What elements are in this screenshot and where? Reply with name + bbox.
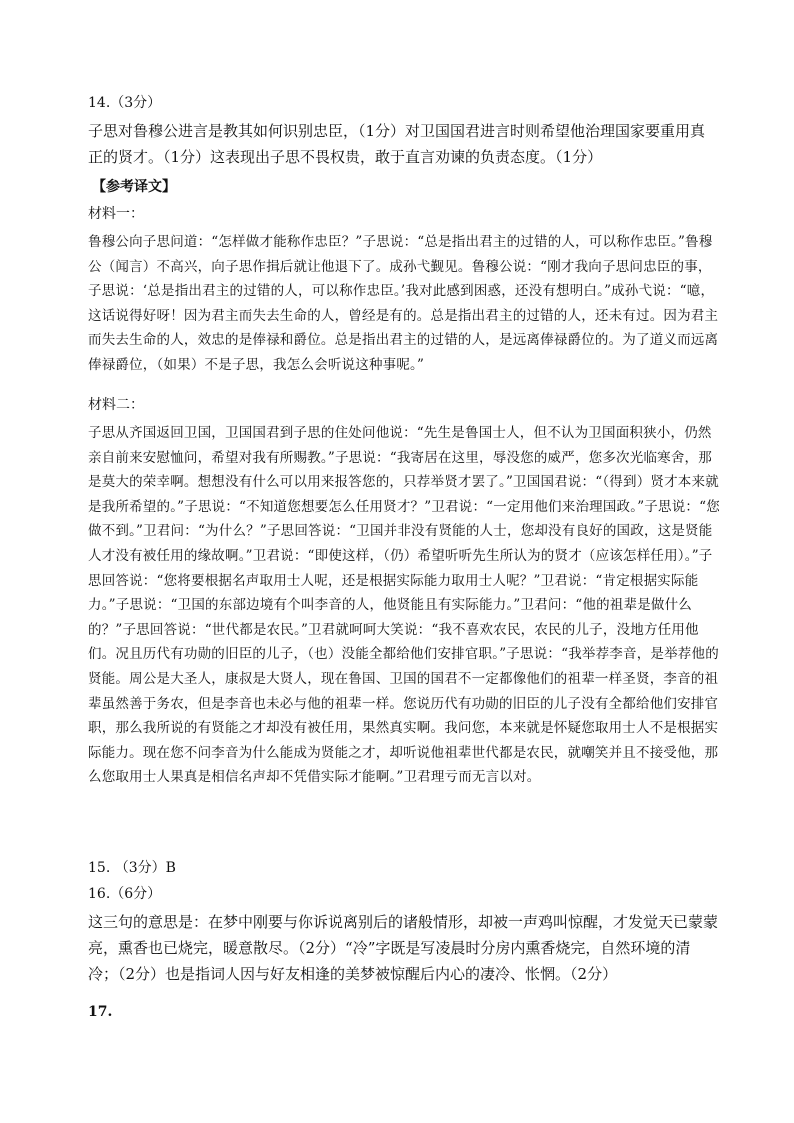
question-16-number: 16.（6分） [88, 886, 162, 902]
question-17-number: 17. [88, 1004, 113, 1020]
question-14-number: 14.（3分） [88, 95, 162, 111]
question-15-answer: 15. （3分）B [88, 860, 176, 876]
material-1-text: 鲁穆公向子思问道：“怎样做才能称作忠臣？”子思说：“总是指出君主的过错的人，可以称作忠臣。”鲁穆公（闻言）不高兴，向子思作揖后就让他退下了。成孙弋觐见。鲁穆公说：“刚才我向子思问忠臣的事，子思说：‘总是指出君主的过错的人，可以称作忠臣。’我对此感到困惑，还没有想明白。”成孙弋说：“噫，这话说得好呀！因为君主而失去生命的人，曾经是有的。总是指出君主的过错的人，还未有过。因为君主而失去生命的人，效忠的是俸禄和爵位。总是指出君主的过错的人，是远离俸禄爵位的。为了道义而远离俸禄爵位，（如果）不是子思，我怎么会听说这种事呢。” [88, 234, 719, 373]
material-2-label: 材料二： [88, 397, 144, 413]
reference-translation-heading: 【参考译文】 [92, 179, 176, 195]
question-14-answer: 子思对鲁穆公进言是教其如何识别忠臣，（1分）对卫国国君进言时则希望他治理国家要重用真正的贤才。（1分）这表现出子思不畏权贵，敢于直言劝谏的负责态度。（1分） [88, 122, 706, 166]
question-16-answer: 这三句的意思是：在梦中刚要与你诉说离别后的诸般情形，却被一声鸡叫惊醒，才发觉天已蒙蒙亮，熏香也已烧完，暖意散尽。（2分）“冷”字既是写凌晨时分房内熏香烧完，自然环境的清冷；（2分）也是指词人因与好友相逢的美梦被惊醒后内心的凄冷、怅惘。（2分） [88, 913, 719, 983]
material-2-text: 子思从齐国返回卫国，卫国国君到子思的住处问他说：“先生是鲁国士人，但不认为卫国面积狭小，仍然亲自前来安慰恤问，希望对我有所赐教。”子思说：“我寄居在这里，辱没您的威严，您多次光临寒舍，那是莫大的荣幸啊。想想没有什么可以用来报答您的，只荐举贤才罢了。”卫国国君说：“（得到）贤才本来就是我所希望的。”子思说：“不知道您想要怎么任用贤才？”卫君说：“一定用他们来治理国政。”子思说：“您做不到。”卫君问：“为什么？”子思回答说：“卫国并非没有贤能的人士，您却没有良好的国政，这是贤能人才没有被任用的缘故啊。”卫君说：“即使这样，（仍）希望听听先生所认为的贤才（应该怎样任用）。”子思回答说：“您将要根据名声取用士人呢，还是根据实际能力取用士人呢？”卫君说：“肯定根据实际能力。”子思说：“卫国的东部边境有个叫李音的人，他贤能且有实际能力。”卫君问：“他的祖辈是做什么的？”子思回答说：“世代都是农民。”卫君就呵呵大笑说：“我不喜欢农民，农民的儿子，没地方任用他们。况且历代有功勋的旧臣的儿子，（也）没能全都给他们安排官职。”子思说：“我举荐李音，是举荐他的贤能。周公是大圣人，康叔是大贤人，现在鲁国、卫国的国君不一定都像他们的祖辈一样圣贤，李音的祖辈虽然善于务农，但是李音也未必与他的祖辈一样。您说历代有功勋的旧臣的儿子没有全都给他们安排官职，那么我所说的有贤能之才却没有被任用，果然真实啊。我问您，本来就是怀疑您取用士人不是根据实际能力。现在您不问李音为什么能成为贤能之才，却听说他祖辈世代都是农民，就嘲笑并且不接受他，那么您取用士人果真是相信名声却不凭借实际才能啊。”卫君理亏而无言以对。 [88, 425, 720, 786]
material-1-label: 材料一： [88, 206, 144, 222]
